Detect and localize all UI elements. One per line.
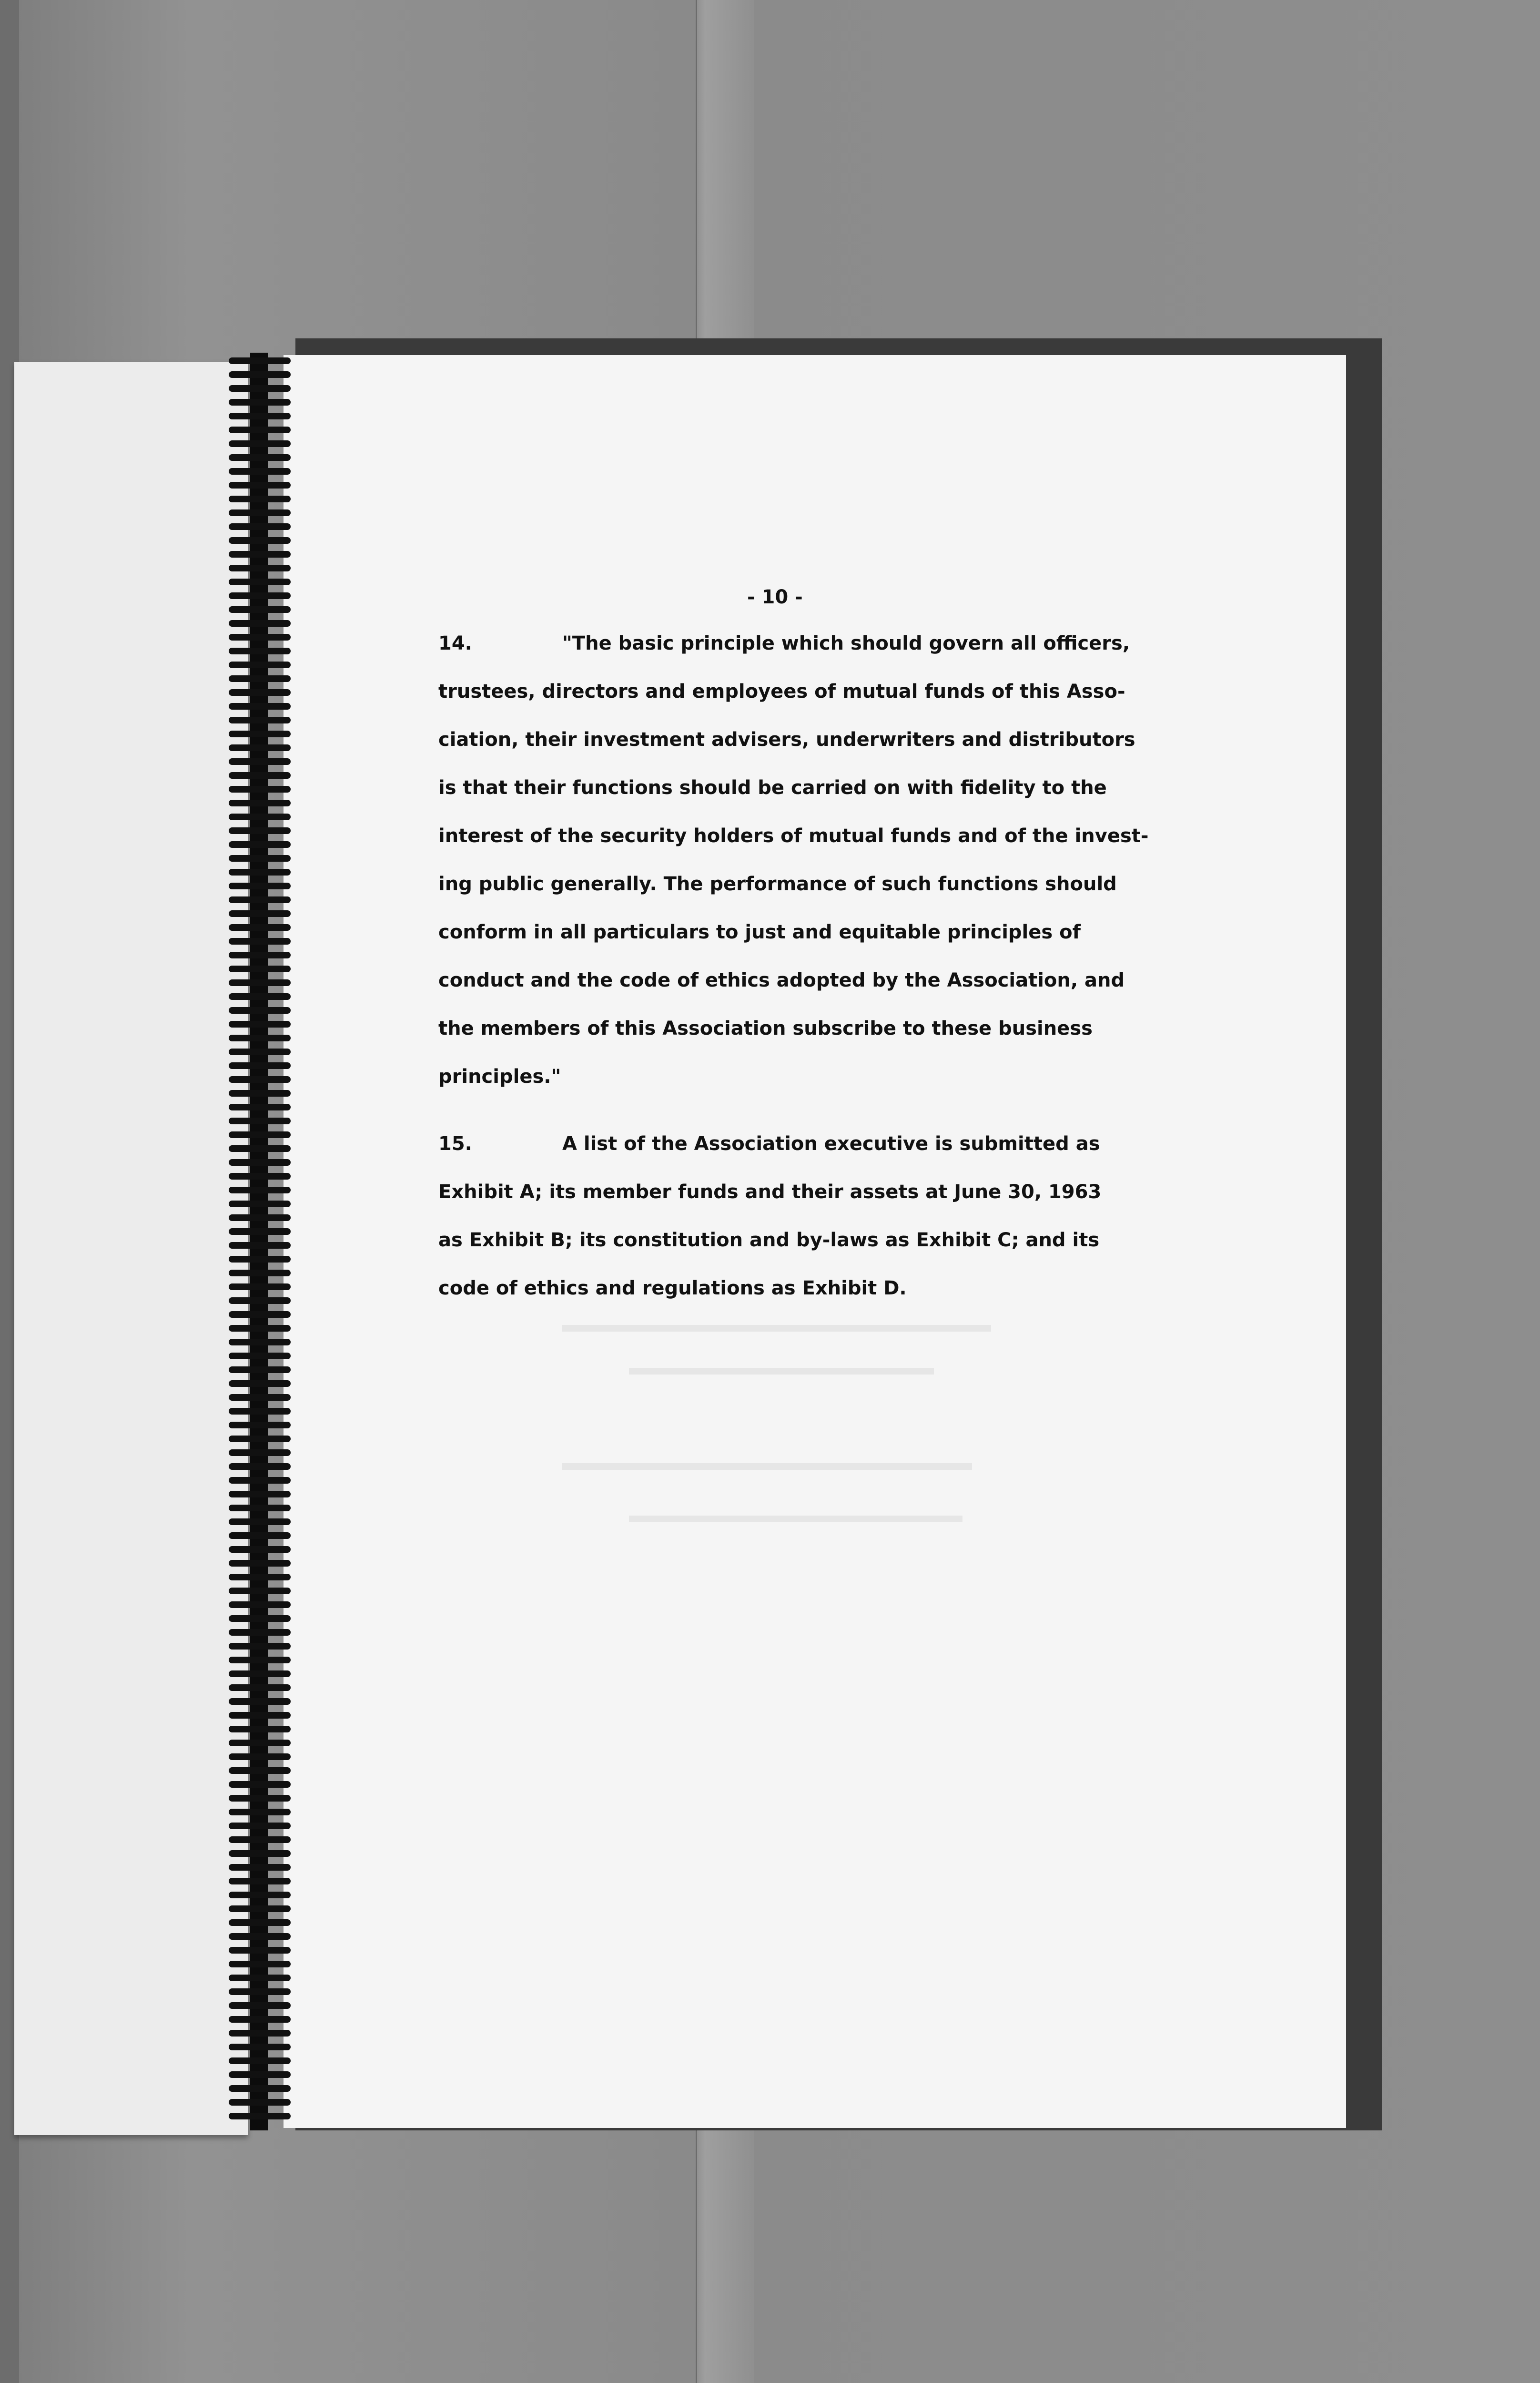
- spiral-coil: [229, 1975, 291, 1981]
- spiral-coil: [229, 1836, 291, 1843]
- spiral-coil: [229, 758, 291, 765]
- spiral-coil: [229, 1228, 291, 1235]
- spiral-coil: [229, 1394, 291, 1401]
- paragraph-15: [438, 1120, 1134, 1313]
- spiral-coil: [229, 1076, 291, 1083]
- spiral-coil: [229, 468, 291, 475]
- spiral-coil: [229, 800, 291, 806]
- spiral-coil: [229, 772, 291, 779]
- spiral-coil: [229, 1878, 291, 1884]
- spiral-coil: [229, 537, 291, 544]
- spiral-coil: [229, 2016, 291, 2023]
- paragraph-number: 15.: [438, 1133, 472, 1155]
- spiral-coil: [229, 966, 291, 972]
- spiral-coil: [229, 786, 291, 793]
- spiral-coil: [229, 1892, 291, 1898]
- paragraph-line: as Exhibit B; its constitution and by-laws as Exhibit C; and its: [438, 1229, 1100, 1251]
- spiral-coil: [229, 675, 291, 682]
- spiral-coil: [229, 2057, 291, 2064]
- spiral-coil: [229, 1919, 291, 1926]
- spiral-coil: [229, 454, 291, 461]
- spiral-coil: [229, 1104, 291, 1110]
- spiral-coil: [229, 1270, 291, 1276]
- spiral-coil: [229, 1684, 291, 1691]
- spiral-coil: [229, 565, 291, 571]
- spiral-coil: [229, 1505, 291, 1511]
- spiral-coil: [229, 1947, 291, 1954]
- spiral-coil: [229, 1905, 291, 1912]
- spiral-coil: [229, 869, 291, 876]
- paragraph-line: principles.": [438, 1066, 561, 1088]
- spiral-coil: [229, 1615, 291, 1622]
- spiral-coil: [229, 1850, 291, 1857]
- spiral-coil: [229, 385, 291, 392]
- spiral-coil: [229, 993, 291, 1000]
- spiral-coil: [229, 2030, 291, 2037]
- spiral-coil: [229, 689, 291, 696]
- spiral-coil: [229, 1339, 291, 1345]
- spiral-coil: [229, 509, 291, 516]
- spiral-coil: [229, 2071, 291, 2078]
- spiral-coil: [229, 523, 291, 530]
- spiral-coil: [229, 1670, 291, 1677]
- facing-page: [14, 362, 248, 2135]
- spiral-coil: [229, 1436, 291, 1442]
- spiral-coil: [229, 1753, 291, 1760]
- spiral-coil: [229, 1823, 291, 1829]
- spiral-coil: [229, 1214, 291, 1221]
- spiral-coil: [229, 606, 291, 613]
- page-number: - 10 -: [747, 586, 803, 608]
- spiral-coil: [229, 482, 291, 489]
- spiral-coil: [229, 440, 291, 447]
- spiral-coil: [229, 1007, 291, 1014]
- paragraph-line: conform in all particulars to just and equitable principles of: [438, 921, 1081, 943]
- spiral-coil: [229, 952, 291, 958]
- spiral-coil: [229, 1035, 291, 1041]
- spiral-coil: [229, 827, 291, 834]
- spiral-coil: [229, 1532, 291, 1539]
- spiral-coil: [229, 427, 291, 433]
- spiral-coil: [229, 1560, 291, 1567]
- spiral-coil: [229, 1422, 291, 1428]
- spiral-coil: [229, 1131, 291, 1138]
- spiral-coil: [229, 1740, 291, 1746]
- spiral-coil: [229, 1021, 291, 1028]
- spiral-coil: [229, 1311, 291, 1318]
- spiral-coil: [229, 1491, 291, 1497]
- spiral-coil: [229, 1283, 291, 1290]
- spiral-coil: [229, 2044, 291, 2050]
- spiral-coil: [229, 1297, 291, 1304]
- spiral-coil: [229, 1864, 291, 1871]
- spiral-coil: [229, 1463, 291, 1470]
- spiral-coil: [229, 399, 291, 406]
- paragraph-line: [438, 1120, 1134, 1168]
- spiral-coil: [229, 634, 291, 641]
- spiral-coil: [229, 1145, 291, 1152]
- spiral-coil: [229, 1187, 291, 1193]
- spiral-coil: [229, 496, 291, 502]
- spiral-coil: [229, 1090, 291, 1097]
- spiral-coil: [229, 1588, 291, 1594]
- spiral-coil: [229, 1809, 291, 1815]
- spiral-coil: [229, 1380, 291, 1387]
- spiral-coil: [229, 1601, 291, 1608]
- spiral-coil: [229, 1726, 291, 1732]
- spiral-coil: [229, 1325, 291, 1332]
- paragraph-line: trustees, directors and employees of mutual funds of this Asso-: [438, 681, 1125, 703]
- paragraph-line: Exhibit A; its member funds and their assets at June 30, 1963: [438, 1181, 1102, 1203]
- paragraph-text: A list of the Association executive is submitted as: [562, 1133, 1100, 1155]
- spiral-coil: [229, 1629, 291, 1636]
- spiral-coil: [229, 2113, 291, 2119]
- paragraph-line: code of ethics and regulations as Exhibit D.: [438, 1277, 907, 1299]
- spiral-coil: [229, 1988, 291, 1995]
- bleed-through-block: [562, 1463, 972, 1470]
- spiral-coil: [229, 371, 291, 378]
- spiral-coil: [229, 1657, 291, 1663]
- spiral-coil: [229, 979, 291, 986]
- spiral-coil: [229, 2085, 291, 2092]
- spiral-coil: [229, 2099, 291, 2106]
- spiral-coil: [229, 924, 291, 931]
- spiral-coil: [229, 592, 291, 599]
- spiral-coil: [229, 731, 291, 737]
- paragraph-line: interest of the security holders of mutual funds and of the invest-: [438, 825, 1149, 847]
- spiral-coil: [229, 896, 291, 903]
- spiral-coil: [229, 910, 291, 917]
- spiral-coil: [229, 662, 291, 668]
- spiral-coil: [229, 620, 291, 627]
- spiral-coil: [229, 1366, 291, 1373]
- spiral-coil: [229, 1201, 291, 1207]
- paragraph-text: "The basic principle which should govern all officers,: [562, 632, 1130, 654]
- spiral-coil: [229, 1049, 291, 1055]
- spiral-coil: [229, 1712, 291, 1719]
- spiral-coil: [229, 579, 291, 585]
- paragraph-line: the members of this Association subscribe to these business: [438, 1018, 1093, 1039]
- spiral-coil: [229, 1781, 291, 1788]
- spiral-coil: [229, 855, 291, 862]
- spiral-coil: [229, 1256, 291, 1263]
- spiral-coil: [229, 1795, 291, 1802]
- paragraph-number: 14.: [438, 632, 472, 654]
- spiral-coil: [229, 413, 291, 419]
- spiral-coil: [229, 703, 291, 710]
- bleed-through-block: [629, 1516, 962, 1522]
- spiral-coil: [229, 814, 291, 820]
- spiral-binding: [224, 353, 295, 2130]
- paragraph-line: conduct and the code of ethics adopted by the Association, and: [438, 969, 1125, 991]
- spiral-coil: [229, 1546, 291, 1553]
- spiral-coil: [229, 1159, 291, 1166]
- paragraph-14: [438, 620, 1149, 1101]
- spiral-coil: [229, 1643, 291, 1650]
- spiral-coil: [229, 1173, 291, 1180]
- spiral-coil: [229, 938, 291, 945]
- spiral-coil: [229, 744, 291, 751]
- spiral-coil: [229, 1242, 291, 1249]
- bleed-through-block: [629, 1368, 934, 1375]
- spiral-coil: [229, 1449, 291, 1456]
- bleed-through-block: [562, 1325, 991, 1332]
- spiral-coil: [229, 717, 291, 723]
- paragraph-line: is that their functions should be carried on with fidelity to the: [438, 777, 1107, 799]
- spiral-coil: [229, 1933, 291, 1940]
- spiral-coil: [229, 883, 291, 889]
- spiral-coil: [229, 357, 291, 364]
- spiral-coil: [229, 1698, 291, 1705]
- spiral-coil: [229, 1408, 291, 1415]
- spiral-coil: [229, 551, 291, 558]
- spiral-coil: [229, 841, 291, 848]
- spiral-coil: [229, 1118, 291, 1124]
- spiral-coil: [229, 1767, 291, 1774]
- paragraph-line: ing public generally. The performance of such functions should: [438, 873, 1117, 895]
- spiral-coil: [229, 648, 291, 654]
- spiral-coil: [229, 1518, 291, 1525]
- spiral-coil: [229, 1574, 291, 1580]
- spiral-coil: [229, 2002, 291, 2009]
- spiral-coil: [229, 1062, 291, 1069]
- spiral-coil: [229, 1477, 291, 1484]
- paragraph-line: ciation, their investment advisers, underwriters and distributors: [438, 729, 1135, 751]
- spiral-coil: [229, 1353, 291, 1359]
- paragraph-line: [438, 620, 1134, 668]
- spiral-coil: [229, 1961, 291, 1967]
